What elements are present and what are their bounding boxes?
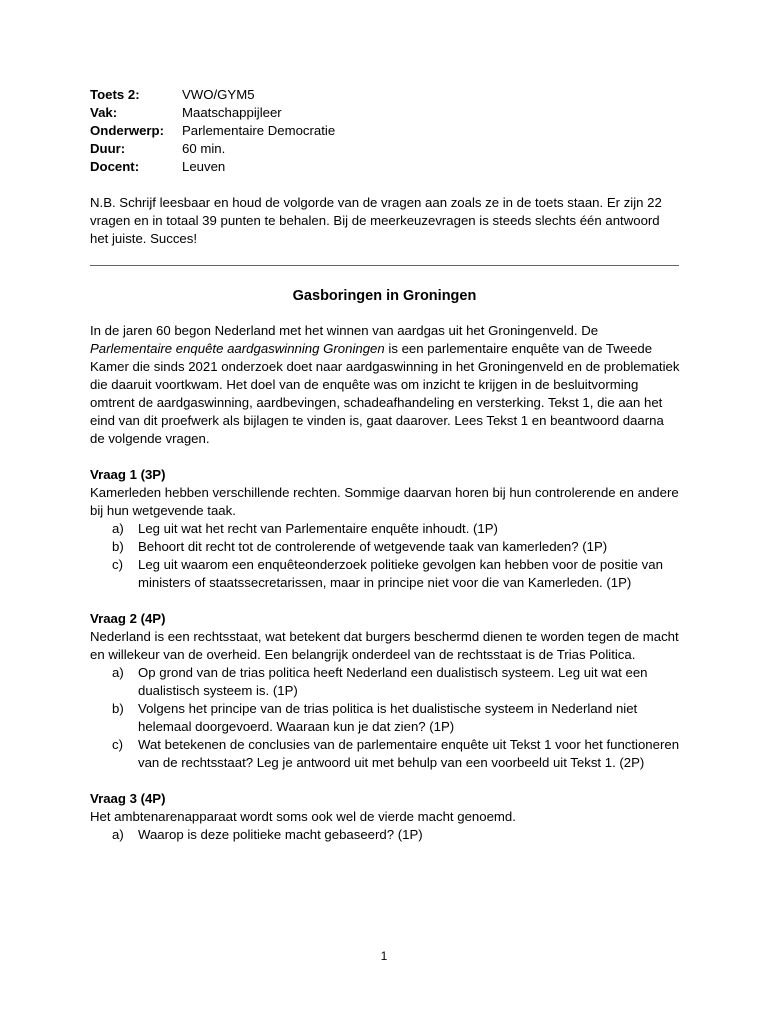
question-2a — [90, 664, 680, 700]
question-1-heading: Vraag 1 (3P) — [90, 467, 166, 482]
question-1-text: Kamerleden hebben verschillende rechten. Sommige daarvan horen bij hun controlerende en andere bij hun wetgevende taak. — [90, 485, 679, 518]
intro-text-start: In de jaren 60 begon Nederland met het winnen van aardgas uit het Groningenveld. De — [90, 323, 599, 338]
question-3a — [90, 826, 680, 844]
question-2b — [90, 700, 680, 736]
meta-key-vak: Vak: — [90, 105, 118, 120]
header-block — [90, 86, 680, 248]
question-3-text: Het ambtenarenapparaat wordt soms ook wel de vierde macht genoemd. — [90, 809, 516, 824]
subitem-marker: a) — [112, 665, 124, 680]
page-number: 1 — [380, 949, 388, 963]
question-3-heading: Vraag 3 (4P) — [90, 791, 166, 806]
subitem-marker: b) — [112, 701, 124, 716]
question-3-subitems — [90, 826, 680, 844]
subitem-text: Op grond van de trias politica heeft Nederland een dualistisch systeem. Leg uit wat een dualistisch systeem is. (1P) — [138, 665, 648, 698]
question-1-subitems — [90, 520, 680, 592]
question-2-heading: Vraag 2 (4P) — [90, 611, 166, 626]
intro-text-end: is een parlementaire enquête van de Tweede Kamer die sinds 2021 onderzoek doet naar aardgaswinning in het Groningenveld en de problematiek die daaruit voortkwam. Het doel van de enquête was om inzicht te krijgen in de besluitvorming omtrent de aardgaswinning, aardbevingen, schadeafhandeling en versterking. Tekst 1, die aan het eind van dit proefwerk als bijlagen te vinden is, gaat daarover. Lees Tekst 1 en beantwoord daarna de volgende vragen. — [90, 341, 680, 446]
meta-key-duur: Duur: — [90, 141, 126, 156]
questions-body — [90, 322, 680, 844]
question-2-text: Nederland is een rechtsstaat, wat betekent dat burgers beschermd dienen te worden tegen de macht en willekeur van de overheid. Een belangrijk onderdeel van de rechtsstaat is de Trias Politica. — [90, 629, 679, 662]
subitem-marker: c) — [112, 557, 123, 572]
subitem-marker: b) — [112, 539, 124, 554]
question-1c — [90, 556, 680, 592]
subitem-text: Behoort dit recht tot de controlerende of wetgevende taak van kamerleden? (1P) — [138, 539, 608, 554]
question-2-subitems — [90, 664, 680, 772]
question-3 — [90, 790, 680, 844]
question-2c — [90, 736, 680, 772]
meta-key-docent: Docent: — [90, 159, 140, 174]
meta-key-toets: Toets 2: — [90, 87, 140, 102]
meta-value-toets: VWO/GYM5 — [182, 87, 255, 102]
question-2 — [90, 610, 680, 772]
question-1a — [90, 520, 680, 538]
subitem-text: Volgens het principe van de trias politica is het dualistische systeem in Nederland niet helemaal doorgevoerd. Waaraan kun je dat zien? (1P) — [138, 701, 638, 734]
test-meta-table — [90, 86, 680, 176]
subitem-text: Leg uit wat het recht van Parlementaire enquête inhoudt. (1P) — [138, 521, 498, 536]
section-title: Gasboringen in Groningen — [292, 288, 477, 304]
meta-value-duur: 60 min. — [182, 141, 226, 156]
subitem-marker: c) — [112, 737, 123, 752]
subitem-marker: a) — [112, 521, 124, 536]
subitem-marker: a) — [112, 827, 124, 842]
subitem-text: Wat betekenen de conclusies van de parlementaire enquête uit Tekst 1 voor het functioneren van de rechtsstaat? Leg je antwoord uit met behulp van een voorbeeld uit Tekst 1. (2P) — [138, 737, 680, 770]
subitem-text: Leg uit waarom een enquêteonderzoek politieke gevolgen kan hebben voor de positie van ministers of staatssecretarissen, maar in principe niet voor die van Kamerleden. (1P) — [138, 557, 663, 590]
question-1b — [90, 538, 680, 556]
meta-value-docent: Leuven — [182, 159, 226, 174]
instructions-note: N.B. Schrijf leesbaar en houd de volgorde van de vragen aan zoals ze in de toets staan. Er zijn 22 vragen en in totaal 39 punten te behalen. Bij de meerkeuzevragen is steeds slechts één antwoord het juiste. Succes! — [90, 195, 662, 246]
meta-value-onderwerp: Parlementaire Democratie — [182, 123, 336, 138]
meta-key-onderwerp: Onderwerp: — [90, 123, 165, 138]
intro-italic-title: Parlementaire enquête aardgaswinning Groningen — [90, 341, 385, 356]
section-divider — [90, 265, 679, 266]
intro-paragraph — [90, 322, 680, 448]
question-1 — [90, 466, 680, 592]
meta-value-vak: Maatschappijleer — [182, 105, 282, 120]
subitem-text: Waarop is deze politieke macht gebaseerd? (1P) — [138, 827, 423, 842]
